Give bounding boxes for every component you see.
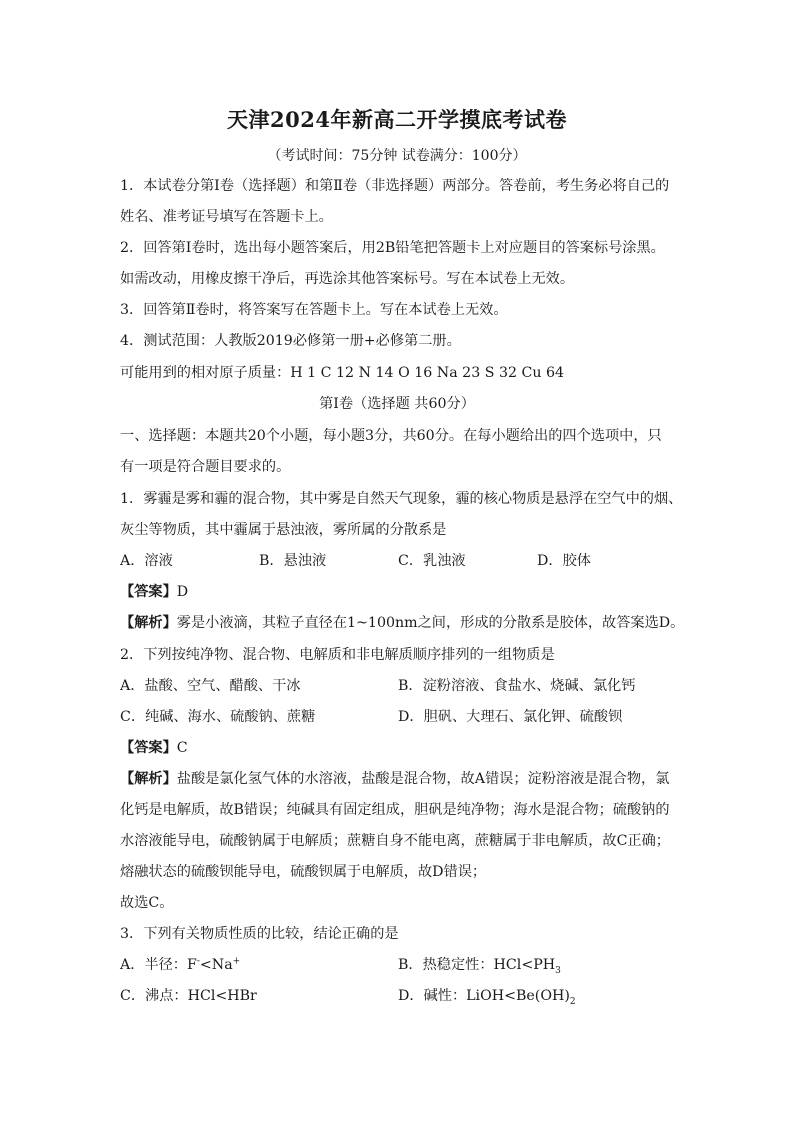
note-line: 如需改动，用橡皮擦干净后，再选涂其他答案标号。写在本试卷上无效。	[120, 271, 575, 287]
option-c: C．沸点：HCl<HBr	[120, 988, 257, 1004]
exam-info: （考试时间：75分钟 试卷满分：100分）	[267, 148, 527, 164]
note-line: 4．测试范围：人教版2019必修第一册+必修第二册。	[120, 333, 461, 349]
analysis-label: 【解析】	[120, 771, 177, 787]
analysis-text: 熔融状态的硫酸钡能导电，硫酸钡属于电解质，故D错误；	[120, 864, 487, 880]
option-a: A．盐酸、空气、醋酸、干冰	[120, 678, 301, 694]
section-intro: 有一项是符合题目要求的。	[120, 459, 291, 475]
answer-label: 【答案】	[120, 740, 177, 756]
page-title: 天津2024年新高二开学摸底考试卷	[227, 107, 567, 132]
analysis-label: 【解析】	[120, 615, 177, 631]
question-stem: 3．下列有关物质性质的比较，结论正确的是	[120, 926, 399, 942]
option-text: D．碱性：LiOH<Be(OH)	[398, 988, 570, 1004]
answer-line	[120, 738, 188, 758]
option-a: A．溶液	[120, 553, 173, 569]
answer-label: 【答案】	[120, 584, 177, 600]
option-text: B．热稳定性：HCl<PH	[398, 957, 556, 973]
analysis-text: 盐酸是氯化氢气体的水溶液，盐酸是混合物，故A错误；淀粉溶液是混合物，氯	[176, 771, 670, 787]
option-d: D．胶体	[537, 553, 591, 569]
note-line: 3．回答第Ⅱ卷时，将答案写在答题卡上。写在本试卷上无效。	[120, 302, 508, 318]
analysis-text: 化钙是电解质，故B错误；纯碱具有固定组成，胆矾是纯净物；海水是混合物；硫酸钠的	[120, 802, 670, 818]
option-d: D．胆矾、大理石、氯化钾、硫酸钡	[398, 709, 623, 725]
superscript: -	[196, 956, 200, 967]
option-b: B．悬浊液	[259, 553, 327, 569]
option-b	[398, 955, 561, 975]
subscript: 2	[569, 996, 576, 1007]
atomic-masses: 可能用到的相对原子质量：H 1 C 12 N 14 O 16 Na 23 S 32 Cu 64	[120, 365, 565, 381]
note-line: 2．回答第Ⅰ卷时，选出每小题答案后，用2B铅笔把答题卡上对应题目的答案标号涂黑。	[120, 240, 665, 256]
superscript: +	[232, 956, 241, 967]
note-line: 姓名、准考证号填写在答题卡上。	[120, 209, 333, 225]
question-stem: 2．下列按纯净物、混合物、电解质和非电解质顺序排列的一组物质是	[120, 647, 555, 663]
option-text: <Na	[199, 957, 233, 973]
option-a	[120, 955, 240, 975]
option-c: C．乳浊液	[398, 553, 466, 569]
answer-value: D	[176, 584, 189, 600]
option-d	[398, 986, 576, 1006]
section-intro: 一、选择题：本题共20个小题，每小题3分，共60分。在每小题给出的四个选项中，只	[120, 428, 662, 444]
analysis-text: 水溶液能导电，硫酸钠属于电解质；蔗糖自身不能电离，蔗糖属于非电解质，故C正确；	[120, 833, 670, 849]
analysis-text: 雾是小液滴，其粒子直径在1~100nm之间，形成的分散系是胶体，故答案选D。	[176, 615, 685, 631]
question-stem: 1．雾霾是雾和霾的混合物，其中雾是自然天气现象，霾的核心物质是悬浮在空气中的烟、	[120, 491, 683, 507]
answer-value: C	[176, 740, 188, 756]
subscript: 3	[555, 965, 561, 976]
analysis-text: 故选C。	[120, 895, 174, 911]
option-text: A．半径：F	[120, 957, 197, 973]
analysis-line	[120, 769, 669, 789]
analysis-line	[120, 613, 684, 633]
question-stem: 灰尘等物质，其中霾属于悬浊液，雾所属的分散系是	[120, 522, 447, 538]
option-c: C．纯碱、海水、硫酸钠、蔗糖	[120, 709, 316, 725]
option-b: B．淀粉溶液、食盐水、烧碱、氯化钙	[398, 678, 636, 694]
section-title: 第Ⅰ卷（选择题 共60分）	[319, 396, 475, 412]
answer-line	[120, 582, 188, 602]
note-line: 1．本试卷分第Ⅰ卷（选择题）和第Ⅱ卷（非选择题）两部分。答卷前，考生务必将自己的	[120, 178, 670, 194]
